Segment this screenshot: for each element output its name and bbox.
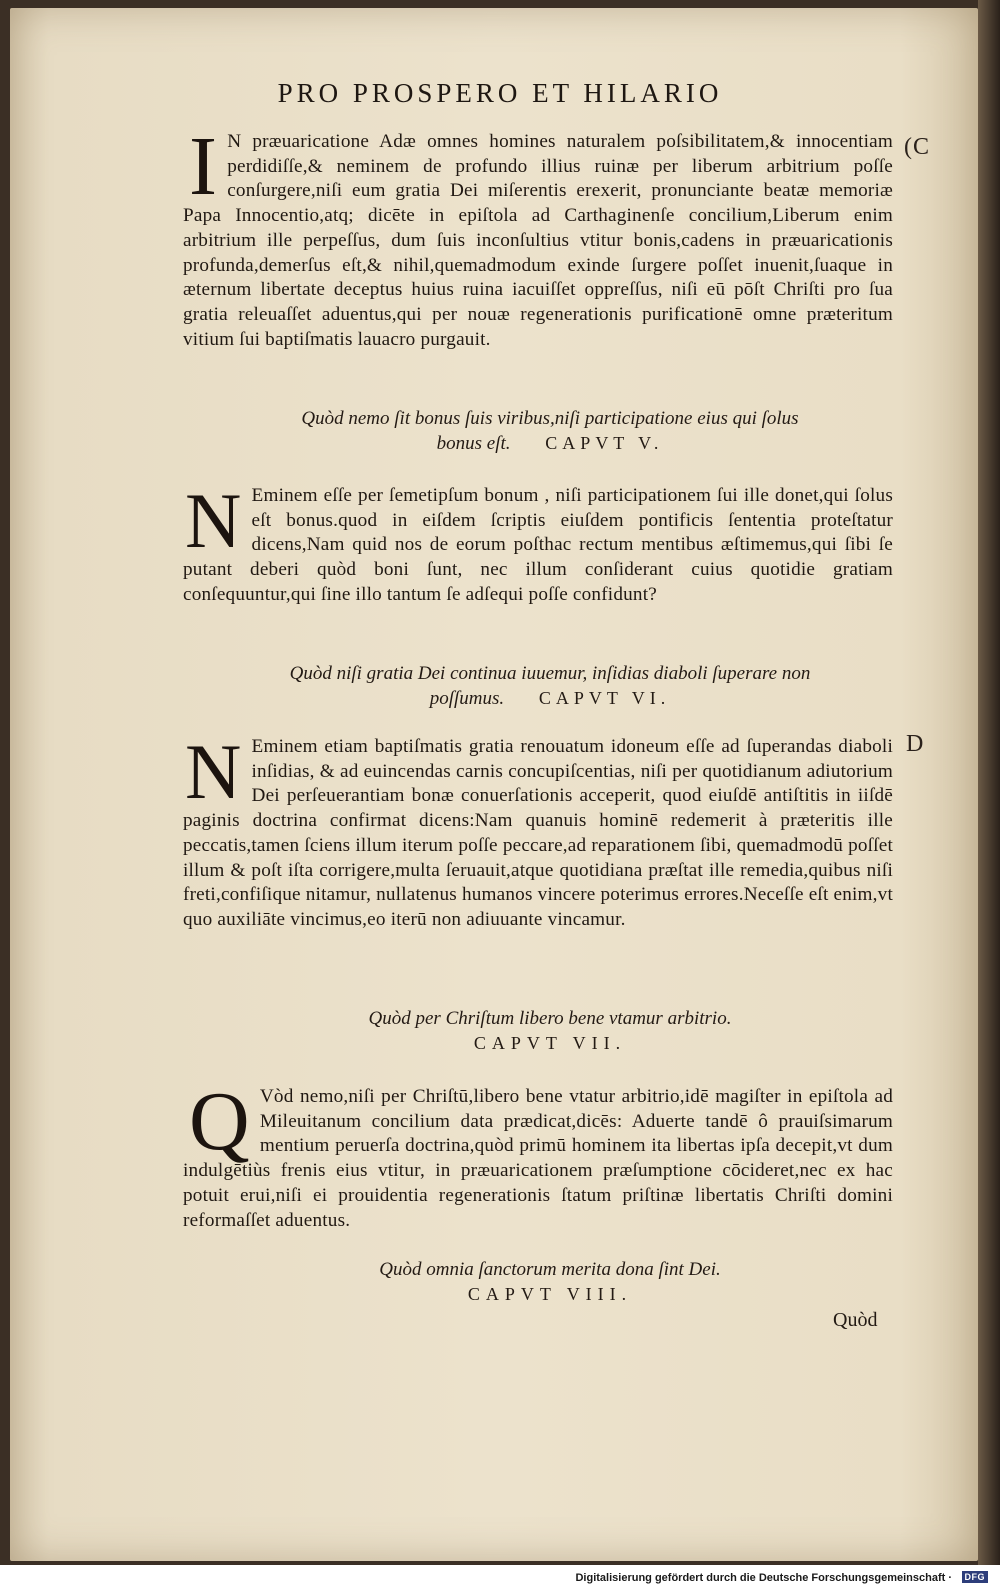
heading-text: Quòd per Chriſtum libero bene vtamur arbitrio. (368, 1008, 732, 1029)
paragraph-2 (183, 477, 893, 608)
paragraph-4 (183, 1075, 893, 1233)
paragraph-text: Eminem eſſe per ſemetipſum bonum , niſi participationem ſui ille donet,qui ſolus eſt bonus.quod in eiſdem ſcriptis eiuſdem pontificis ſententia proteſtatur dicens,Nam quid nos de eorum poſthac rectum mentibus æſtimemus,qui ſibi ſe putant deberi quòd boni ſunt, nec illum conſiderant cuius quotidie gratiam conſequuntur,qui ſine illo tantum ſe adſequi poſſe confidunt? (183, 485, 893, 605)
margin-note-c: (C (904, 134, 930, 160)
chapter-heading-8 (280, 1257, 820, 1307)
chapter-heading-6 (280, 661, 820, 711)
dropcap: Q (189, 1075, 250, 1168)
paragraph-text: Eminem etiam baptiſmatis gratia renouatum idoneum eſſe ad ſuperandas diaboli inſidias, & ad euincendas carnis concupiſcentias, niſi per quotidianum adiutorium Dei perſeuerantiam bonæ conuerſationis acceperit, quod eiuſdē antiſtitis in iiſdē paginis doctrina confirmat dicens:Nam quanuis hominē redemerit à præteritis ille peccatis,tamen ſciens illum iterum poſſe peccare,ad reparationem ſibi, quemadmodū poſſet illum & poſt iſta corrigere,multa ſeruauit,atque quotidiana præſtat ille remedia,quibus niſi freti,confiſique nitamur, nullatenus humanos vincere poterimus errores.Neceſſe eſt enim,vt quo auxiliāte vincimus,eo iterū non adiuuante vincamur. (183, 736, 893, 930)
chapter-heading-5 (280, 406, 820, 456)
catchword: Quòd (833, 1309, 878, 1331)
dropcap: I (189, 120, 218, 213)
paragraph-text: Vòd nemo,niſi per Chriſtū,libero bene vtatur arbitrio,idē magiſter in epiſtola ad Mileuitanum concilium data prædicat,dicēs: Aduerte tandē ô prauiſsimarum mentium peruerſa doctrina,quòd primū hominem ita libertas ipſa decepit,vt dum indulgētiùs frenis eius vtitur, in præuaricationem præſumptione cōcideret,nec ex hac potuit erui,niſi ei prouidentia regenerationis ſtatum priſtinæ libertatis Chriſti domini reformaſſet aduentus. (183, 1086, 893, 1231)
caput-label: CAPVT VIII. (467, 1284, 633, 1304)
book-edge (978, 0, 1000, 1565)
dropcap: N (185, 728, 242, 815)
caput-label: CAPVT VII. (473, 1033, 627, 1053)
running-head: PRO PROSPERO ET HILARIO (277, 78, 723, 108)
funding-credit: Digitalisierung gefördert durch die Deutsche Forschungsgemeinschaft · (575, 1572, 952, 1584)
dropcap: N (185, 477, 242, 564)
margin-note-d: D (906, 731, 925, 757)
chapter-heading-7 (280, 1006, 820, 1056)
heading-text: Quòd nemo ſit bonus ſuis viribus,niſi participatione eius qui ſolus bonus eſt. (301, 408, 799, 454)
dfg-logo: DFG (962, 1571, 989, 1583)
heading-text: Quòd niſi gratia Dei continua iuuemur, inſidias diaboli ſuperare non poſſumus. (289, 663, 811, 709)
heading-text: Quòd omnia ſanctorum merita dona ſint Dei. (379, 1259, 721, 1280)
paragraph-1 (183, 120, 893, 352)
paragraph-text: N præuaricatione Adæ omnes homines naturalem poſsibilitatem,& innocentiam perdidiſſe,& neminem de profundo illius ruinæ per liberum arbitrium poſſe conſurgere,niſi eum gratia Dei miſerentis erexerit, pronunciante beatæ memoriæ Papa Innocentio,atq; dicēte in epiſtola ad Carthaginenſe concilium,Liberum enim arbitrium ille perpeſſus, dum ſuis inconſultius vtitur bonis,cadens in præuaricationis profunda,demerſus eſt,& nihil,quemadmodum exinde ſurgere poſſet inuenit,ſuaque in æternum libertate deceptus huius ruina iacuiſſet oppreſſus, niſi eū pōſt Chriſti pro ſua gratia releuaſſet aduentus,qui per nouæ regenerationis purificationē omne præteritum vitium ſui baptiſmatis lauacro purgauit. (183, 131, 893, 350)
caput-label: CAPVT VI. (538, 688, 671, 708)
paragraph-3 (183, 728, 893, 933)
caput-label: CAPVT V. (545, 433, 664, 453)
footer-bar (0, 1565, 1000, 1591)
